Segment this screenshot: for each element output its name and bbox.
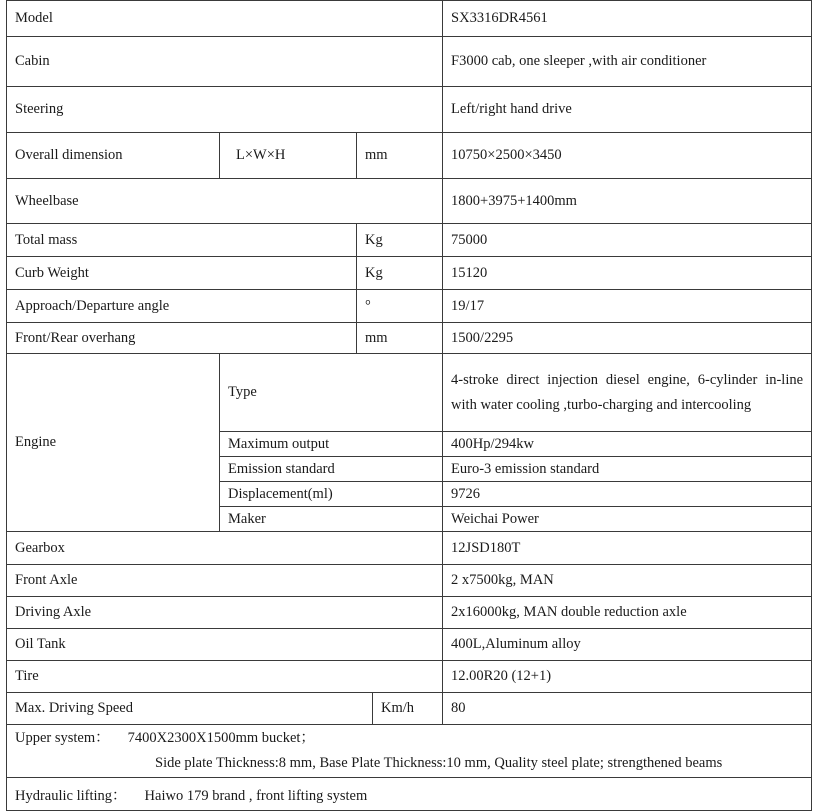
table-row	[7, 257, 812, 290]
total-mass-label: Total mass	[7, 224, 357, 257]
engine-output-label: Maximum output	[220, 432, 443, 457]
driving-axle-value: 2x16000kg, MAN double reduction axle	[443, 597, 812, 629]
curb-weight-unit: Kg	[357, 257, 443, 290]
engine-maker-value: Weichai Power	[443, 507, 812, 532]
table-row	[7, 354, 812, 432]
overhang-unit: mm	[357, 323, 443, 354]
table-row	[7, 290, 812, 323]
overall-dimension-unit: mm	[357, 133, 443, 179]
gearbox-label: Gearbox	[7, 532, 443, 565]
oil-tank-value: 400L,Aluminum alloy	[443, 629, 812, 661]
approach-angle-unit: °	[357, 290, 443, 323]
model-value: SX3316DR4561	[443, 1, 812, 37]
steering-value: Left/right hand drive	[443, 87, 812, 133]
total-mass-value: 75000	[443, 224, 812, 257]
engine-displacement-value: 9726	[443, 482, 812, 507]
engine-displacement-label: Displacement(ml)	[220, 482, 443, 507]
table-row	[7, 778, 812, 811]
upper-system-line2: Side plate Thickness:8 mm, Base Plate Thickness:10 mm, Quality steel plate; strengthened beams	[155, 755, 723, 771]
upper-system-cell	[7, 725, 812, 778]
max-speed-value: 80	[443, 693, 812, 725]
table-row	[7, 565, 812, 597]
table-row	[7, 532, 812, 565]
steering-label: Steering	[7, 87, 443, 133]
table-row	[7, 725, 812, 778]
curb-weight-value: 15120	[443, 257, 812, 290]
table-row	[7, 37, 812, 87]
approach-angle-value: 19/17	[443, 290, 812, 323]
overhang-label: Front/Rear overhang	[7, 323, 357, 354]
spec-table	[6, 0, 812, 811]
driving-axle-label: Driving Axle	[7, 597, 443, 629]
table-row	[7, 629, 812, 661]
overhang-value: 1500/2295	[443, 323, 812, 354]
oil-tank-label: Oil Tank	[7, 629, 443, 661]
cabin-label: Cabin	[7, 37, 443, 87]
table-row	[7, 179, 812, 224]
table-row	[7, 1, 812, 37]
curb-weight-label: Curb Weight	[7, 257, 357, 290]
upper-system-line1: 7400X2300X1500mm bucket；	[127, 730, 315, 746]
cabin-value: F3000 cab, one sleeper ,with air conditioner	[443, 37, 812, 87]
hydraulic-cell	[7, 778, 812, 811]
table-row	[7, 87, 812, 133]
gearbox-value: 12JSD180T	[443, 532, 812, 565]
table-row	[7, 661, 812, 693]
engine-type-value: 4-stroke direct injection diesel engine, 6-cylinder in-line with water cooling ,turbo-charging and intercooling	[443, 354, 812, 432]
table-row	[7, 597, 812, 629]
max-speed-label: Max. Driving Speed	[7, 693, 373, 725]
engine-output-value: 400Hp/294kw	[443, 432, 812, 457]
wheelbase-label: Wheelbase	[7, 179, 443, 224]
wheelbase-value: 1800+3975+1400mm	[443, 179, 812, 224]
overall-dimension-label: Overall dimension	[7, 133, 220, 179]
tire-value: 12.00R20 (12+1)	[443, 661, 812, 693]
engine-maker-label: Maker	[220, 507, 443, 532]
engine-type-label: Type	[220, 354, 443, 432]
total-mass-unit: Kg	[357, 224, 443, 257]
max-speed-unit: Km/h	[373, 693, 443, 725]
hydraulic-label: Hydraulic lifting：	[15, 787, 127, 804]
overall-dimension-value: 10750×2500×3450	[443, 133, 812, 179]
front-axle-label: Front Axle	[7, 565, 443, 597]
model-label: Model	[7, 1, 443, 37]
table-row	[7, 693, 812, 725]
approach-angle-label: Approach/Departure angle	[7, 290, 357, 323]
overall-dimension-sub: L×W×H	[220, 133, 357, 179]
table-row	[7, 224, 812, 257]
tire-label: Tire	[7, 661, 443, 693]
table-row	[7, 133, 812, 179]
engine-label: Engine	[7, 354, 220, 532]
table-row	[7, 323, 812, 354]
engine-emission-label: Emission standard	[220, 457, 443, 482]
front-axle-value: 2 x7500kg, MAN	[443, 565, 812, 597]
hydraulic-value: Haiwo 179 brand , front lifting system	[144, 787, 368, 804]
engine-emission-value: Euro-3 emission standard	[443, 457, 812, 482]
upper-system-label: Upper system：	[15, 730, 110, 746]
